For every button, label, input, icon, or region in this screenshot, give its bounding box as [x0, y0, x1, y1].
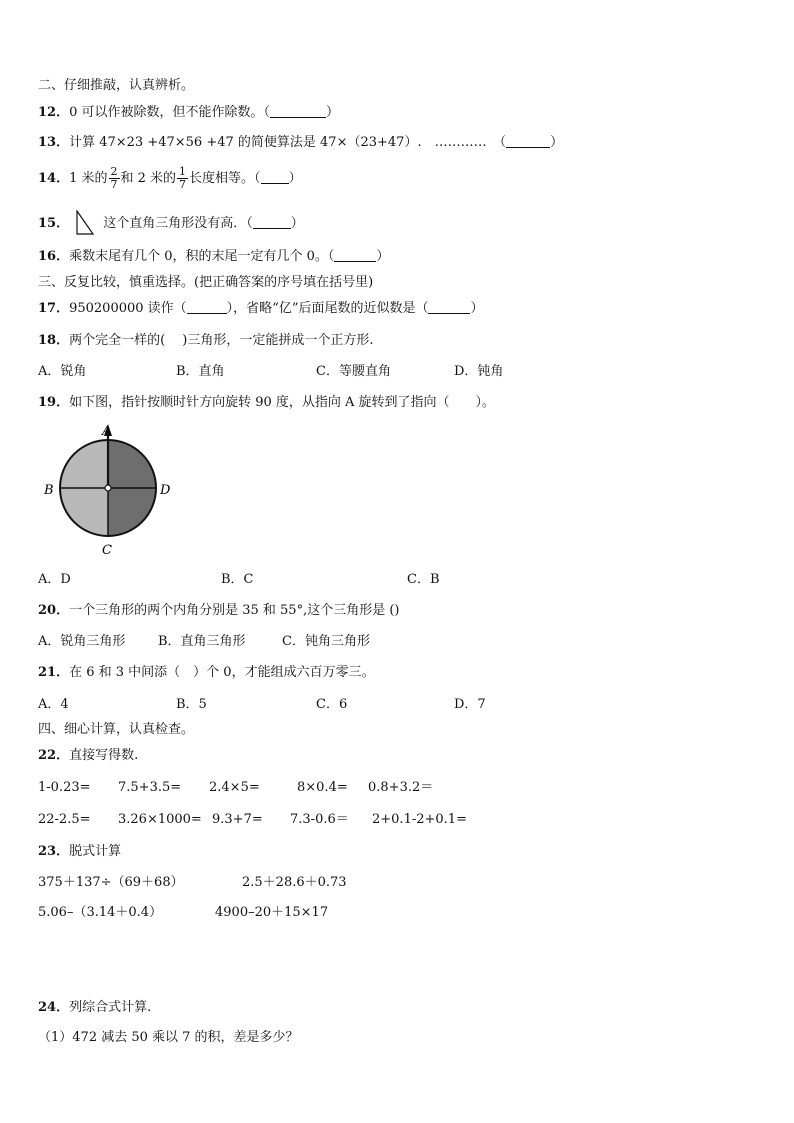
q21-option-d[interactable]: D．7	[454, 697, 486, 712]
oral-calc-item: 0.8+3.2＝	[368, 780, 434, 795]
oral-calc-item: 3.26×1000=	[118, 812, 202, 827]
fraction-1-7: $\frac{1}{7}$	[179, 165, 187, 191]
question-12: 12．0 可以作被除数，但不能作除数。（ ）	[38, 105, 340, 120]
q18-option-c[interactable]: C．等腰直角	[316, 364, 391, 379]
answer-blank[interactable]	[270, 105, 326, 118]
q19-option-b[interactable]: B．C	[221, 572, 254, 587]
oral-calc-item: 22-2.5=	[38, 812, 91, 827]
question-16: 16．乘数末尾有几个 0，积的末尾一定有几个 0。（ ）	[38, 249, 390, 264]
label-d: D	[160, 483, 171, 498]
q18-option-a[interactable]: A．锐角	[38, 364, 87, 379]
q19-option-c[interactable]: C．B	[407, 572, 440, 587]
label-c: C	[102, 543, 112, 558]
question-20: 20．一个三角形的两个内角分别是 35 和 55°,这个三角形是 ()	[38, 603, 400, 618]
answer-blank[interactable]	[261, 171, 289, 184]
step-calc-item: 5.06–（3.14＋0.4）	[38, 905, 163, 920]
section-2-title: 二、仔细推敲，认真辨析。	[38, 78, 195, 93]
question-13: 13．计算 47×23 +47×56 +47 的简便算法是 47×（23+47）. ………… （ ）	[38, 135, 564, 150]
question-24-sub-1: （1）472 减去 50 乘以 7 的积，差是多少？	[38, 1030, 299, 1045]
oral-calc-item: 2+0.1-2+0.1=	[372, 812, 467, 827]
fraction-2-7: $\frac{2}{7}$	[110, 165, 118, 191]
q20-option-a[interactable]: A．锐角三角形	[38, 634, 126, 649]
question-23: 23．脱式计算	[38, 844, 122, 859]
step-calc-item: 2.5＋28.6＋0.73	[242, 875, 347, 890]
section-4-title: 四、细心计算，认真检查。	[38, 722, 195, 737]
q18-option-d[interactable]: D．钝角	[454, 364, 504, 379]
answer-blank[interactable]	[187, 301, 227, 314]
q20-option-b[interactable]: B．直角三角形	[158, 634, 246, 649]
q21-option-b[interactable]: B．5	[176, 697, 207, 712]
right-triangle-icon	[75, 210, 95, 236]
question-22: 22．直接写得数.	[38, 748, 139, 763]
oral-calc-item: 7.3-0.6＝	[290, 812, 349, 827]
label-a: A	[102, 424, 112, 439]
question-15: 15． 这个直角三角形没有高．（ ）	[38, 210, 304, 236]
oral-calc-item: 2.4×5=	[209, 780, 260, 795]
label-b: B	[44, 483, 54, 498]
q21-option-c[interactable]: C．6	[316, 697, 348, 712]
step-calc-item: 375＋137÷（69＋68）	[38, 875, 184, 890]
question-17: 17．950200000 读作（ ），省略“亿”后面尾数的近似数是（ ）	[38, 301, 484, 316]
oral-calc-item: 8×0.4=	[297, 780, 348, 795]
oral-calc-item: 7.5+3.5=	[118, 780, 182, 795]
oral-calc-item: 9.3+7=	[212, 812, 263, 827]
section-3-title: 三、反复比较，慎重选择。(把正确答案的序号填在括号里)	[38, 275, 374, 290]
oral-calc-item: 1-0.23=	[38, 780, 91, 795]
answer-blank[interactable]	[506, 135, 550, 148]
answer-blank[interactable]	[428, 301, 470, 314]
question-19: 19．如下图，指针按顺时针方向旋转 90 度，从指向 A 旋转到了指向（ ）。	[38, 395, 496, 410]
answer-blank[interactable]	[253, 216, 291, 229]
q20-option-c[interactable]: C．钝角三角形	[282, 634, 370, 649]
q21-option-a[interactable]: A．4	[38, 697, 69, 712]
question-14: 14．1 米的 $\frac{2}{7}$ 和 2 米的 $\frac{1}{7}$ 长度相等。（ ）	[38, 165, 302, 191]
question-21: 21．在 6 和 3 中间添（ ）个 0，才能组成六百万零三。	[38, 665, 375, 680]
q18-option-b[interactable]: B．直角	[176, 364, 225, 379]
q19-option-a[interactable]: A．D	[38, 572, 71, 587]
question-24: 24．列综合式计算.	[38, 1000, 152, 1015]
dial-diagram	[38, 420, 188, 560]
step-calc-item: 4900–20＋15×17	[215, 905, 329, 920]
answer-blank[interactable]	[334, 249, 376, 262]
question-18: 18．两个完全一样的( )三角形，一定能拼成一个正方形.	[38, 333, 374, 348]
